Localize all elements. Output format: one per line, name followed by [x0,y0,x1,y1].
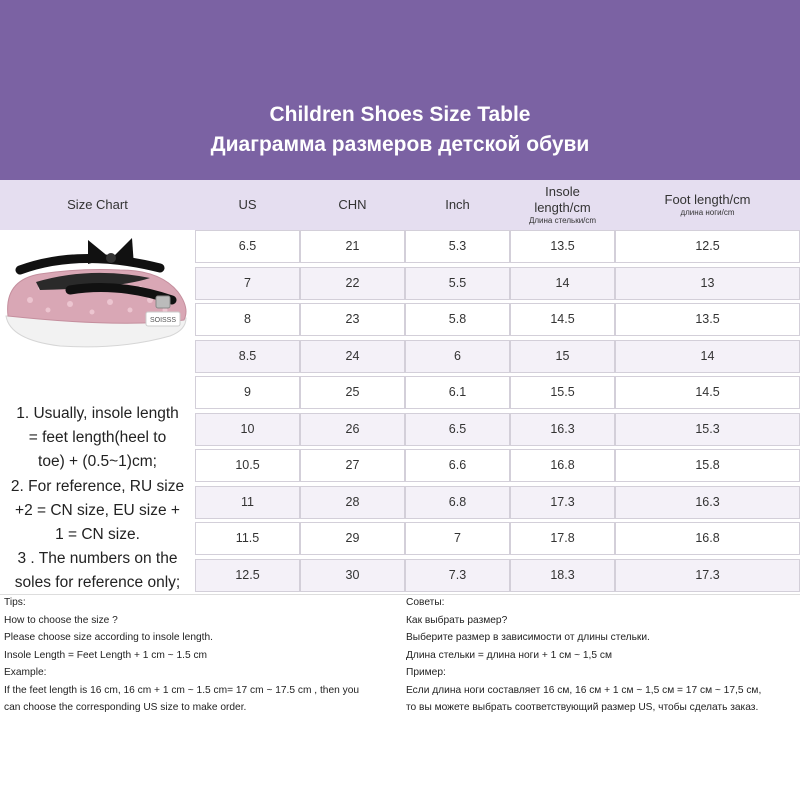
cell-insole: 14 [510,267,615,300]
table-row [195,486,800,519]
cell-us: 11.5 [195,522,300,555]
col-foot-label: Foot length/cm [664,192,751,207]
cell-inch: 5.8 [405,303,510,336]
col-insole [510,180,615,230]
tip-line: Советы: [406,597,445,608]
table-row [195,559,800,592]
tip-line: If the feet length is 16 cm, 16 cm + 1 cm ~ 1.5 cm= 17 cm ~ 17.5 cm , then you [4,684,360,696]
tip-line: Пример: [406,667,446,678]
table-row [195,340,800,373]
note-line: 1. Usually, insole length [16,405,179,422]
col-us [195,180,300,230]
cell-insole: 13.5 [510,230,615,263]
cell-foot: 14.5 [615,376,800,409]
cell-foot: 15.3 [615,413,800,446]
tip-line: Please choose size according to insole length. [4,632,213,643]
cell-us: 11 [195,486,300,519]
tip-line: Tips: [4,597,26,608]
cell-insole: 15.5 [510,376,615,409]
cell-foot: 16.3 [615,486,800,519]
col-us-label: US [238,197,257,212]
title-english: Children Shoes Size Table [269,103,531,126]
shoe-photo [0,230,195,354]
cell-foot: 15.8 [615,449,800,482]
tip-line: то вы можете выбрать соответствующий размер US, чтобы сделать заказ. [406,702,759,713]
cell-inch: 5.5 [405,267,510,300]
cell-foot: 14 [615,340,800,373]
cell-chn: 29 [300,522,405,555]
cell-insole: 14.5 [510,303,615,336]
cell-insole: 15 [510,340,615,373]
cell-inch: 7 [405,522,510,555]
note-line: 3 . The numbers on the [17,550,178,568]
cell-insole: 16.3 [510,413,615,446]
cell-us: 12.5 [195,559,300,592]
col-chn [300,180,405,230]
cell-inch: 6.6 [405,449,510,482]
cell-insole: 18.3 [510,559,615,592]
cell-insole: 17.3 [510,486,615,519]
tip-line: Выберите размер в зависимости от длины стельки. [406,632,650,643]
tip-line: Длина стельки = длина ноги + 1 см ~ 1,5 см [406,649,612,661]
col-foot-ru: длина ноги/cm [680,208,735,217]
cell-inch: 6.5 [405,413,510,446]
cell-us: 10 [195,413,300,446]
cell-chn: 30 [300,559,405,592]
cell-chn: 22 [300,267,405,300]
tip-line: How to choose the size ? [4,614,118,626]
col-insole-unit: length/cm [534,200,591,215]
table-row [195,413,800,446]
cell-inch: 6.1 [405,376,510,409]
note-line: 2. For reference, RU size [10,477,185,495]
cell-inch: 5.3 [405,230,510,263]
table-row [195,267,800,300]
header-banner [0,0,800,180]
tip-line: Insole Length = Feet Length + 1 cm ~ 1.5 cm [4,649,208,661]
note-line: 1 = CN size. [55,526,140,544]
cell-us: 9 [195,376,300,409]
note-line: soles for reference only; [14,574,181,592]
size-table [195,230,800,594]
cell-chn: 21 [300,230,405,263]
cell-inch: 7.3 [405,559,510,592]
cell-foot: 16.8 [615,522,800,555]
col-size-chart [0,180,195,230]
cell-chn: 26 [300,413,405,446]
col-chn-label: CHN [338,197,367,212]
col-inch-label: Inch [445,197,470,212]
cell-chn: 28 [300,486,405,519]
column-header-row [0,180,800,230]
shoe-logo-text: SOISSS [149,317,177,324]
col-size-chart-label: Size Chart [67,197,128,212]
cell-inch: 6 [405,340,510,373]
col-inch [405,180,510,230]
tip-line: Если длина ноги составляет 16 см, 16 см + 1 см ~ 1,5 см = 17 см ~ 17,5 см, [406,684,762,696]
table-row [195,303,800,336]
table-row [195,376,800,409]
col-insole-ru: Длина стельки/cm [528,216,597,225]
note-line: +2 = CN size, EU size + [15,501,180,519]
cell-foot: 13 [615,267,800,300]
cell-insole: 17.8 [510,522,615,555]
cell-insole: 16.8 [510,449,615,482]
col-insole-label: Insole [545,184,580,199]
table-row [195,449,800,482]
title-russian: Диаграмма размеров детской обуви [210,133,590,156]
cell-foot: 13.5 [615,303,800,336]
tips-russian [406,594,761,717]
note-line: = feet length(heel to [28,429,167,447]
col-foot [615,180,800,230]
cell-foot: 12.5 [615,230,800,263]
table-row [195,230,800,263]
cell-us: 10.5 [195,449,300,482]
cell-us: 7 [195,267,300,300]
cell-us: 8.5 [195,340,300,373]
tip-line: Example: [4,667,47,678]
tips-english [4,594,359,717]
cell-us: 6.5 [195,230,300,263]
shoe-illustration [0,230,195,354]
cell-chn: 27 [300,449,405,482]
size-notes [0,402,195,596]
cell-chn: 25 [300,376,405,409]
tip-line: can choose the corresponding US size to make order. [4,702,247,713]
cell-inch: 6.8 [405,486,510,519]
cell-chn: 23 [300,303,405,336]
table-row [195,522,800,555]
cell-us: 8 [195,303,300,336]
tip-line: Как выбрать размер? [406,614,508,626]
cell-foot: 17.3 [615,559,800,592]
note-line: toe) + (0.5~1)cm; [38,453,157,471]
cell-chn: 24 [300,340,405,373]
